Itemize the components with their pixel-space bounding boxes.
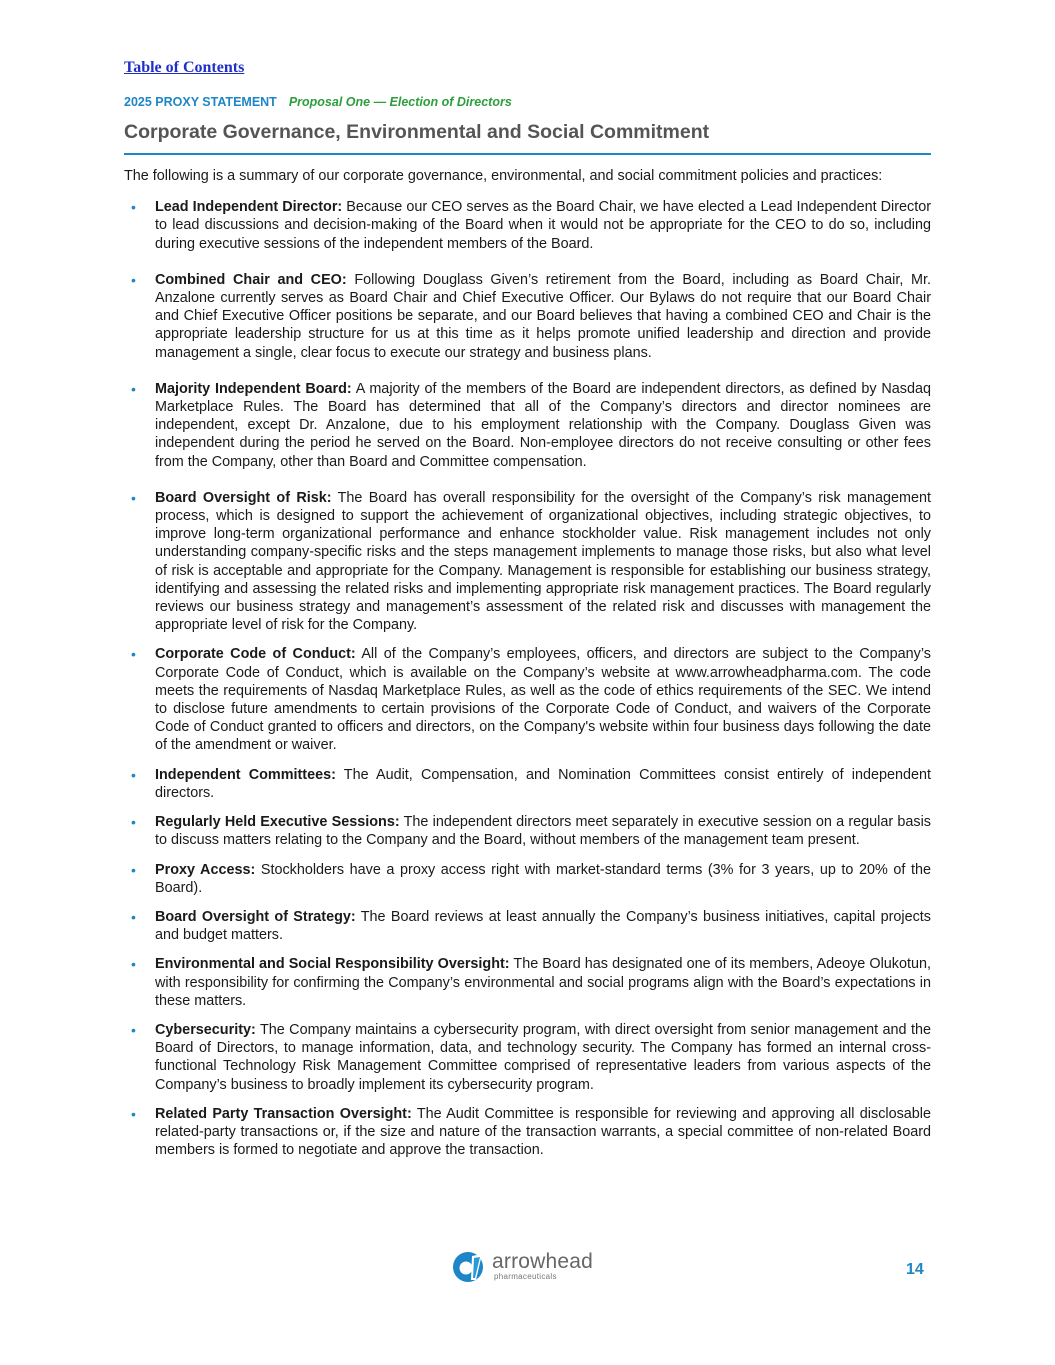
item-text: The Board has designated one of its members, Adeoye Olukotun, with responsibility for confirming the Company’s environmental and social programs align with the Board’s expectations in these matters. (155, 956, 931, 1009)
bullet-icon: • (131, 956, 136, 973)
list-item (124, 198, 931, 253)
bullet-icon: • (131, 1021, 136, 1038)
item-text: The Company maintains a cybersecurity program, with direct oversight from senior management and the Board of Directors, to manage information, data, and technology security. The Company has formed an internal cross-functional Technology Risk Management Committee comprised of representative leaders from various aspects of the Company’s business to broadly implement its cybersecurity program. (155, 1021, 931, 1093)
item-label: Regularly Held Executive Sessions: (155, 814, 400, 831)
list-item (124, 813, 931, 849)
list-item (124, 271, 931, 362)
list-item (124, 766, 931, 802)
bullet-icon: • (131, 646, 136, 663)
item-label: Cybersecurity: (155, 1021, 256, 1038)
table-of-contents-link[interactable]: Table of Contents (124, 59, 245, 76)
item-text: The independent directors meet separately in executive session on a regular basis to discuss matters relating to the Company and the Board, without members of the management team present. (155, 814, 931, 849)
list-item (124, 1021, 931, 1094)
list-item (124, 955, 931, 1010)
page-number: 14 (906, 1261, 924, 1278)
running-header (124, 95, 512, 109)
logo-wordmark: arrowhead (492, 1250, 594, 1273)
list-item (124, 645, 931, 754)
item-text: The Audit, Compensation, and Nomination Committees consist entirely of independent directors. (155, 766, 931, 801)
list-item (124, 861, 931, 897)
item-text: Stockholders have a proxy access right with market-standard terms (3% for 3 years, up to 20% of the Board). (155, 861, 931, 896)
logo-subtitle: pharmaceuticals (494, 1272, 557, 1281)
proxy-statement-label: 2025 PROXY STATEMENT (124, 95, 277, 109)
company-logo (452, 1250, 612, 1284)
governance-list (124, 198, 931, 1159)
page-title: Corporate Governance, Environmental and Social Commitment (124, 121, 710, 143)
list-item (124, 1105, 931, 1160)
item-text: Following Douglass Given’s retirement from the Board, including as Board Chair, Mr. Anzalone currently serves as Board Chair and Chief Executive Officer. Our Bylaws do not require that our Board Chair and Chief Executive Officer positions be separate, and our Board believes that having a combined CEO and Chair is the appropriate leadership structure for us at this time as it helps promote unified leadership and direction and provide management a single, clear focus to execute our strategy and business plans. (155, 271, 931, 361)
item-label: Proxy Access: (155, 861, 256, 878)
item-label: Board Oversight of Strategy: (155, 908, 356, 925)
item-text: Because our CEO serves as the Board Chair, we have elected a Lead Independent Director to lead discussions and decision-making of the Board when it would not be appropriate for the CEO to do so, including during executive sessions of the independent members of the Board. (155, 199, 931, 252)
bullet-icon: • (131, 271, 136, 288)
item-text: The Board reviews at least annually the Company’s business initiatives, capital projects and budget matters. (155, 908, 931, 944)
bullet-icon: • (131, 814, 136, 831)
proposal-label: Proposal One — Election of Directors (288, 95, 512, 109)
item-text: A majority of the members of the Board are independent directors, as defined by Nasdaq Marketplace Rules. The Board has determined that all of the Company’s directors and director nominees are independent, except Dr. Anzalone, due to his employment relationship with the Company. Douglass Given was independent during the period he served on the Board. Non-employee directors do not receive consulting or other fees from the Company, other than Board and Committee compensation. (155, 380, 931, 470)
arrowhead-logo-icon (452, 1250, 488, 1284)
item-label: Related Party Transaction Oversight: (155, 1105, 412, 1122)
item-label: Combined Chair and CEO: (155, 271, 347, 288)
bullet-icon: • (131, 1105, 136, 1122)
item-text: All of the Company’s employees, officers, and directors are subject to the Company’s Corporate Code of Conduct, which is available on the Company’s website at www.arrowheadpharma.com. The code meets the requirements of Nasdaq Marketplace Rules, as well as the code of ethics requirements of the SEC. We intend to disclose future amendments to certain provisions of the Corporate Code of Conduct, and waivers of the Corporate Code of Conduct granted to officers and directors, on the Company's website within four business days following the date of the amendment or waiver. (155, 646, 931, 754)
intro-paragraph: The following is a summary of our corporate governance, environmental, and social commitment policies and practices: (124, 168, 883, 184)
item-text: The Audit Committee is responsible for reviewing and approving all disclosable related-party transactions or, if the size and nature of the transaction warrants, a special committee of non-related Board members is formed to negotiate and approve the transaction. (155, 1105, 931, 1159)
list-item (124, 380, 931, 471)
item-text: The Board has overall responsibility for the oversight of the Company’s risk management process, which is designed to support the achievement of organizational objectives, including strategic objectives, to improve long-term organizational performance and enhance stockholder value. Risk management includes not only understanding company-specific risks and the steps management implements to manage those risks, but also what level of risk is acceptable and appropriate for the Company. Management is responsible for establishing our business strategy, identifying and assessing the related risks and implementing appropriate risk management practices. The Board regularly reviews our business strategy and management’s assessment of the related risk and discusses with management the appropriate level of risk for the Company. (155, 489, 931, 634)
title-divider (124, 153, 931, 155)
list-item (124, 489, 931, 635)
item-label: Corporate Code of Conduct: (155, 646, 356, 663)
bullet-icon: • (131, 380, 136, 397)
item-label: Independent Committees: (155, 766, 336, 783)
item-label: Majority Independent Board: (155, 380, 352, 397)
bullet-icon: • (131, 489, 136, 506)
item-label: Board Oversight of Risk: (155, 489, 332, 506)
page-content (124, 167, 931, 1159)
bullet-icon: • (131, 861, 136, 878)
item-label: Lead Independent Director: (155, 199, 343, 216)
bullet-icon: • (131, 199, 136, 216)
item-label: Environmental and Social Responsibility Oversight: (155, 956, 510, 973)
bullet-icon: • (131, 908, 136, 925)
list-item (124, 908, 931, 944)
bullet-icon: • (131, 766, 136, 783)
